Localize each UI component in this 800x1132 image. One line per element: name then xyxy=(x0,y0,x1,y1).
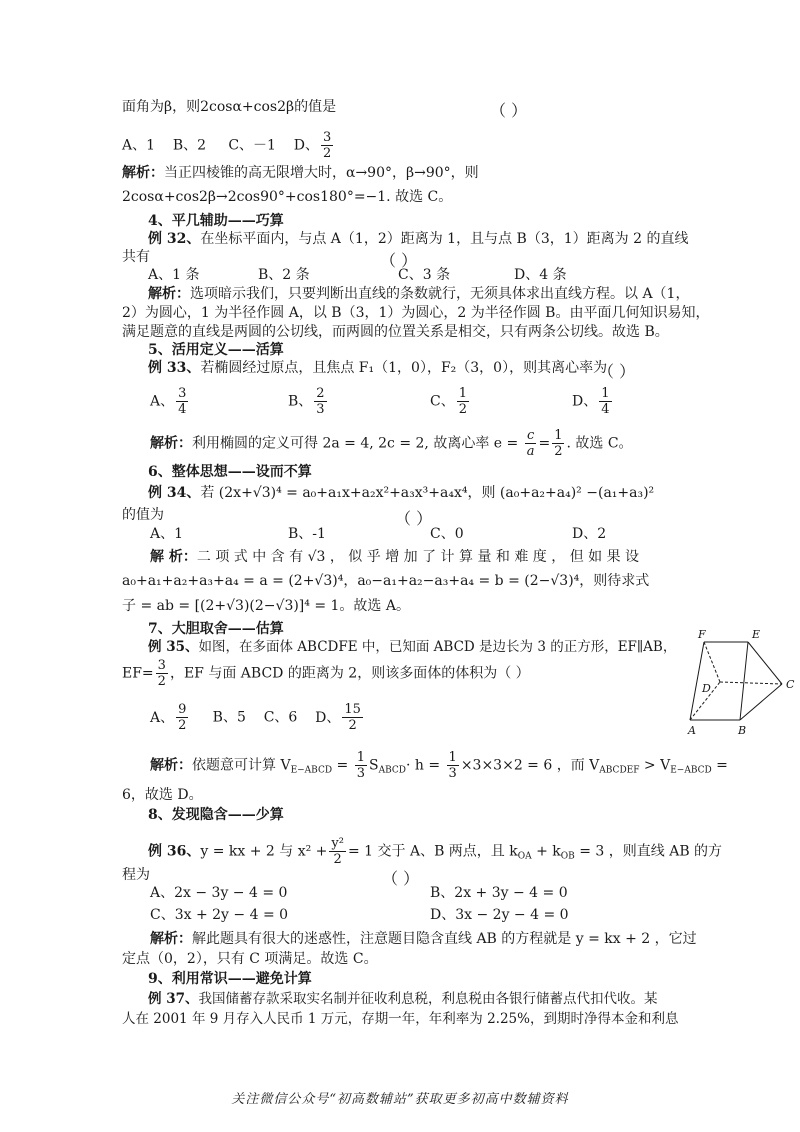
answer-paren-36: （ ） xyxy=(382,869,420,888)
answer-paren-32: （ ） xyxy=(380,251,418,270)
option-a: A、 $\frac{3}{4}$ xyxy=(150,386,187,417)
section-9-heading: 9、利用常识——避免计算 xyxy=(148,971,312,987)
analysis-32-line3: 满足题意的直线是两圆的公切线，而两圆的位置关系是相交，只有两条公切线。故选 B。 xyxy=(122,324,669,340)
option-a: A、2x − 3y − 4 = 0 xyxy=(150,885,288,901)
section-5-heading: 5、活用定义——活算 xyxy=(148,342,284,358)
options-35 xyxy=(150,702,365,742)
example-36-line2: 程为 xyxy=(122,867,150,883)
analysis-32-line1: 解析：选项暗示我们，只要判断出直线的条数就行，无须具体求出直线方程。以 A（1， xyxy=(148,286,690,302)
options-33 xyxy=(150,378,670,422)
example-35-line1: 例 35、如图，在多面体 ABCDFE 中，已知面 ABCD 是边长为 3 的正方形，EF∥AB， xyxy=(148,639,677,655)
analysis-35-line2: 6，故选 D。 xyxy=(122,787,203,803)
example-32-line2: 共有 xyxy=(122,249,150,265)
analysis-34-line1: 解 析：二 项 式 中 含 有 √3 ， 似 乎 增 加 了 计 算 量 和 难 度 ， 但 如 果 设 xyxy=(150,549,640,565)
section-4-heading: 4、平几辅助——巧算 xyxy=(148,213,284,229)
option-c: C、0 xyxy=(430,526,464,542)
edge-ec xyxy=(748,642,782,684)
option-c: C、6 xyxy=(263,709,298,726)
label-c: C xyxy=(786,678,795,691)
option-a: A、1 条 xyxy=(148,267,200,283)
edge-dc-hidden xyxy=(720,682,782,684)
option-c: C、－1 xyxy=(228,137,276,154)
section-7-heading: 7、大胆取舍——估算 xyxy=(148,621,284,637)
option-d: D、 $\frac{15}{2}$ xyxy=(315,702,361,733)
option-c: C、3 条 xyxy=(398,267,451,283)
label-a: A xyxy=(688,724,696,737)
edge-fd-hidden xyxy=(704,642,720,682)
example-37-line2: 人在 2001 年 9 月存入人民币 1 万元，存期一年，年利率为 2.25%，到期时净得本金和利息 xyxy=(122,1011,679,1027)
option-d: D、4 条 xyxy=(514,267,567,283)
example-32-line1: 例 32、在坐标平面内，与点 A（1，2）距离为 1，且与点 B（3，1）距离为 2 的直线 xyxy=(148,231,689,247)
example-33-line1: 例 33、若椭圆经过原点，且焦点 F₁（1，0），F₂（3，0），则其离心率为 xyxy=(148,360,608,376)
section-6-heading: 6、整体思想——设而不算 xyxy=(148,464,312,480)
option-c: C、3x + 2y − 4 = 0 xyxy=(150,907,289,923)
option-b: B、2 条 xyxy=(258,267,310,283)
intro-line: 面角为β，则2cosα+cos2β的值是 xyxy=(122,99,337,115)
option-a: A、 $\frac{9}{2}$ xyxy=(150,702,187,733)
analysis-34-line3: 子 = ab = [(2+√3)(2−√3)]⁴ = 1。故选 A。 xyxy=(122,598,410,614)
answer-paren-33: （ ） xyxy=(598,362,636,381)
analysis-label: 解析： xyxy=(122,165,164,181)
option-d: D、 xyxy=(293,137,319,154)
example-37-line1: 例 37、我国储蓄存款采取实名制并征收利息税，利息税由各银行储蓄点代扣代收。某 xyxy=(148,991,658,1007)
option-d: D、 $\frac{1}{4}$ xyxy=(572,386,610,417)
analysis-32-line2: 2）为圆心，1 为半径作圆 A，以 B（3，1）为圆心，2 为半径作圆 B。由平面几何知识易知， xyxy=(122,305,710,321)
answer-paren-31: （ ） xyxy=(490,101,528,120)
example-34-line2: 的值为 xyxy=(122,507,164,523)
analysis-36-line2: 定点（0，2），只有 C 项满足。故选 C。 xyxy=(122,951,378,967)
option-a: A、1 xyxy=(150,526,184,542)
option-b: B、-1 xyxy=(288,526,326,542)
analysis-33: 解析：利用椭圆的定义可得 2a = 4, 2c = 2, 故离心率 e = $\frac{c}{a}$ = $\frac{1}{2}$ . 故选 C。 xyxy=(150,428,633,459)
option-d-fraction: $\frac{3}{2}$ xyxy=(322,130,332,161)
option-b: B、2 xyxy=(172,137,207,154)
label-e: E xyxy=(752,628,761,641)
example-34-line1: 例 34、若 (2x+√3)⁴ = a₀+a₁x+a₂x²+a₃x³+a₄x⁴，则 (a₀+a₂+a₄)² −(a₁+a₃)² xyxy=(148,485,655,501)
options-31 xyxy=(122,130,335,161)
example-35-line2: EF= $\frac{3}{2}$ ，EF 与面 ABCD 的距离为 2，则该多面体的体积为（ ） xyxy=(122,658,530,689)
option-c: C、 $\frac{1}{2}$ xyxy=(430,386,467,417)
analysis-36-line1: 解析：解此题具有很大的迷惑性，注意题目隐含直线 AB 的方程就是 y = kx + 2 ，它过 xyxy=(150,931,697,947)
edge-fa xyxy=(690,642,704,720)
analysis-31-line1: 解析：当正四棱锥的高无限增大时，α→90°，β→90°，则 xyxy=(122,165,479,181)
option-d: D、3x − 2y − 4 = 0 xyxy=(430,907,569,923)
analysis-31-line2: 2cosα+cos2β→2cos90°+cos180°=−1. 故选 C。 xyxy=(122,189,453,205)
option-b: B、2x + 3y − 4 = 0 xyxy=(430,885,568,901)
label-f: F xyxy=(698,628,706,641)
option-a: A、1 xyxy=(122,137,156,154)
example-36-line1: 例 36、y = kx + 2 与 x² + $\frac{\text{y²}}{2}$ = 1 交于 A、B 两点，且 $k_{OA} + k_{OB} = 3$ ，则直线 AB 的方 xyxy=(148,836,723,867)
label-b: B xyxy=(738,724,747,737)
analysis-35-line1: 解析：依题意可计算 $V_{E-ABCD}$ = $\frac{1}{3}$ $S_{ABCD}\cdot h$ = $\frac{1}{3}$ ×3×3×2 = 6 ，而 $V_{ABCDEF} > V_{E-ABCD}$ = xyxy=(150,750,728,781)
answer-paren-34: （ ） xyxy=(395,509,433,528)
option-b: B、5 xyxy=(212,709,246,726)
edge-eb xyxy=(740,642,748,720)
option-b: B、 $\frac{2}{3}$ xyxy=(288,386,325,417)
section-8-heading: 8、发现隐含——少算 xyxy=(148,807,284,823)
edge-bc xyxy=(740,684,782,720)
polyhedron-figure xyxy=(690,622,800,742)
analysis-34-line2: a₀+a₁+a₂+a₃+a₄ = a = (2+√3)⁴，a₀−a₁+a₂−a₃+a₄ = b = (2−√3)⁴，则待求式 xyxy=(122,573,650,589)
label-d: D xyxy=(702,682,711,695)
option-d: D、2 xyxy=(572,526,607,542)
page-footer: 关注微信公众号“初高数辅站”获取更多初高中数辅资料 xyxy=(231,1092,569,1107)
